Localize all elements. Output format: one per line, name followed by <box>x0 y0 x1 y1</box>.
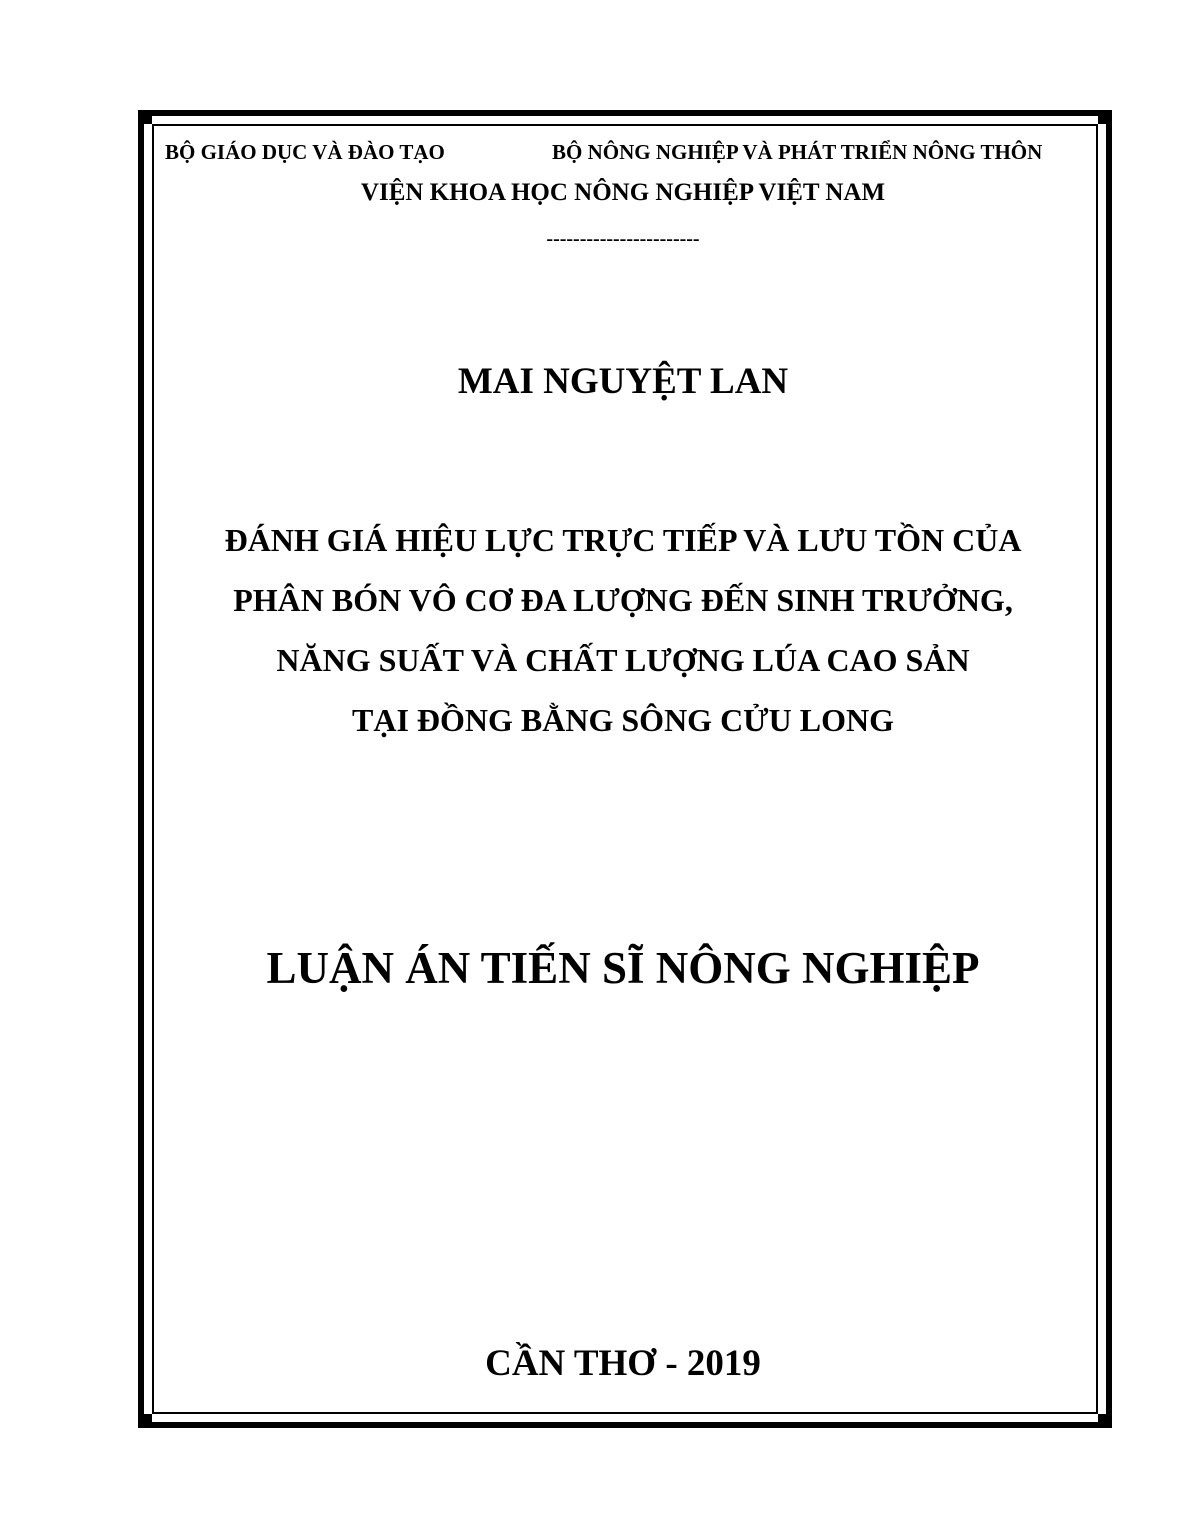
border-corner-bottom-left <box>138 1414 152 1428</box>
border-corner-bottom-right <box>1098 1414 1112 1428</box>
thesis-title-line: NĂNG SUẤT VÀ CHẤT LƯỢNG LÚA CAO SẢN <box>276 642 970 678</box>
thesis-title-line: ĐÁNH GIÁ HIỆU LỰC TRỰC TIẾP VÀ LƯU TỒN CỦA <box>224 522 1022 558</box>
border-corner-top-right <box>1098 110 1112 124</box>
thesis-title-line: TẠI ĐỒNG BẰNG SÔNG CỬU LONG <box>352 702 894 738</box>
institute-name: VIỆN KHOA HỌC NÔNG NGHIỆP VIỆT NAM <box>360 179 886 206</box>
author-name: MAI NGUYỆT LAN <box>457 361 789 402</box>
header-divider: ----------------------- <box>546 228 700 250</box>
degree-type: LUẬN ÁN TIẾN SĨ NÔNG NGHIỆP <box>266 943 980 993</box>
thesis-title-line: PHÂN BÓN VÔ CƠ ĐA LƯỢNG ĐẾN SINH TRƯỞNG, <box>233 582 1013 618</box>
page-border-inner <box>152 124 1098 1414</box>
ministry-education: BỘ GIÁO DỤC VÀ ĐÀO TẠO <box>165 140 445 164</box>
ministry-agriculture: BỘ NÔNG NGHIỆP VÀ PHÁT TRIỂN NÔNG THÔN <box>552 140 1043 164</box>
thesis-title <box>0 510 1190 750</box>
place-and-year: CẦN THƠ - 2019 <box>485 1343 761 1384</box>
border-corner-top-left <box>138 110 152 124</box>
